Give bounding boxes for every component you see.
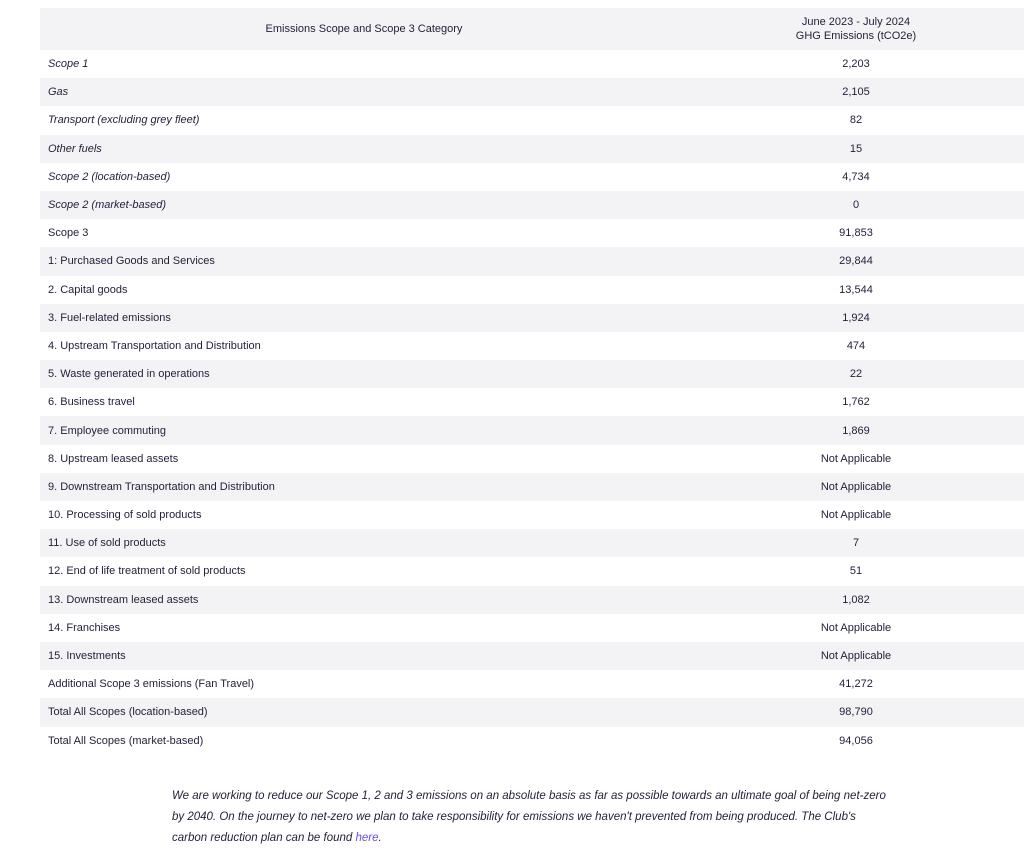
row-category: 14. Franchises — [40, 614, 688, 642]
row-category: 10. Processing of sold products — [40, 501, 688, 529]
table-row — [40, 332, 1024, 360]
row-category: 7. Employee commuting — [40, 416, 688, 444]
table-body — [40, 50, 1024, 755]
table-row — [40, 219, 1024, 247]
header-period-line2: GHG Emissions (tCO2e) — [795, 30, 917, 42]
row-category: Scope 1 — [40, 50, 688, 78]
table-header-row — [40, 8, 1024, 50]
table-row — [40, 135, 1024, 163]
emissions-table — [40, 8, 1024, 755]
row-category: 1: Purchased Goods and Services — [40, 247, 688, 275]
row-emissions-value: 4,734 — [688, 163, 1024, 191]
emissions-table-container — [40, 8, 1024, 755]
row-emissions-value: 51 — [688, 557, 1024, 585]
row-emissions-value: Not Applicable — [688, 501, 1024, 529]
table-row — [40, 614, 1024, 642]
table-row — [40, 529, 1024, 557]
table-row — [40, 670, 1024, 698]
row-emissions-value: 2,105 — [688, 78, 1024, 106]
row-emissions-value: 7 — [688, 529, 1024, 557]
table-row — [40, 557, 1024, 585]
row-emissions-value: 15 — [688, 135, 1024, 163]
table-row — [40, 163, 1024, 191]
row-emissions-value: 1,082 — [688, 586, 1024, 614]
row-emissions-value: Not Applicable — [688, 614, 1024, 642]
row-emissions-value: 82 — [688, 106, 1024, 134]
table-row — [40, 191, 1024, 219]
table-row — [40, 473, 1024, 501]
table-row — [40, 106, 1024, 134]
table-row — [40, 445, 1024, 473]
row-category: Additional Scope 3 emissions (Fan Travel) — [40, 670, 688, 698]
note-suffix: . — [378, 831, 382, 844]
row-category: 11. Use of sold products — [40, 529, 688, 557]
row-category: 5. Waste generated in operations — [40, 360, 688, 388]
row-category: 2. Capital goods — [40, 276, 688, 304]
row-emissions-value: 474 — [688, 332, 1024, 360]
row-emissions-value: 98,790 — [688, 698, 1024, 726]
row-emissions-value: 1,924 — [688, 304, 1024, 332]
row-category: 3. Fuel-related emissions — [40, 304, 688, 332]
row-emissions-value: 41,272 — [688, 670, 1024, 698]
row-category: Scope 2 (location-based) — [40, 163, 688, 191]
row-emissions-value: 29,844 — [688, 247, 1024, 275]
table-row — [40, 304, 1024, 332]
row-emissions-value: Not Applicable — [688, 445, 1024, 473]
table-row — [40, 276, 1024, 304]
carbon-plan-link[interactable]: here — [355, 831, 379, 844]
carbon-reduction-note — [172, 786, 888, 849]
row-category: Total All Scopes (market-based) — [40, 727, 688, 755]
row-emissions-value: Not Applicable — [688, 473, 1024, 501]
row-category: Transport (excluding grey fleet) — [40, 106, 688, 134]
table-row — [40, 698, 1024, 726]
row-emissions-value: 22 — [688, 360, 1024, 388]
table-row — [40, 388, 1024, 416]
table-row — [40, 642, 1024, 670]
table-row — [40, 78, 1024, 106]
row-emissions-value: 1,869 — [688, 416, 1024, 444]
row-category: Total All Scopes (location-based) — [40, 698, 688, 726]
row-category: 4. Upstream Transportation and Distribution — [40, 332, 688, 360]
row-category: 13. Downstream leased assets — [40, 586, 688, 614]
row-category: 6. Business travel — [40, 388, 688, 416]
table-row — [40, 727, 1024, 755]
row-category: 9. Downstream Transportation and Distribution — [40, 473, 688, 501]
row-category: 8. Upstream leased assets — [40, 445, 688, 473]
row-emissions-value: Not Applicable — [688, 642, 1024, 670]
row-category: Scope 2 (market-based) — [40, 191, 688, 219]
row-emissions-value: 2,203 — [688, 50, 1024, 78]
row-category: 15. Investments — [40, 642, 688, 670]
table-row — [40, 501, 1024, 529]
table-header — [40, 8, 1024, 50]
table-row — [40, 50, 1024, 78]
row-category: Other fuels — [40, 135, 688, 163]
row-emissions-value: 13,544 — [688, 276, 1024, 304]
header-category: Emissions Scope and Scope 3 Category — [40, 8, 688, 50]
note-text: We are working to reduce our Scope 1, 2 and 3 emissions on an absolute basis as far as possible towards an ultimate goal of being net-zero by 2040. On the journey to net-zero we plan to take responsibility for emissions we haven't prevented from being produced. The Club's carbon reduction plan can be found — [172, 789, 886, 844]
header-period-line1: June 2023 - July 2024 — [801, 16, 911, 28]
row-category: 12. End of life treatment of sold products — [40, 557, 688, 585]
row-emissions-value: 94,056 — [688, 727, 1024, 755]
header-period — [688, 8, 1024, 50]
row-category: Gas — [40, 78, 688, 106]
table-row — [40, 416, 1024, 444]
table-row — [40, 360, 1024, 388]
table-row — [40, 247, 1024, 275]
row-category: Scope 3 — [40, 219, 688, 247]
row-emissions-value: 91,853 — [688, 219, 1024, 247]
row-emissions-value: 1,762 — [688, 388, 1024, 416]
row-emissions-value: 0 — [688, 191, 1024, 219]
table-row — [40, 586, 1024, 614]
